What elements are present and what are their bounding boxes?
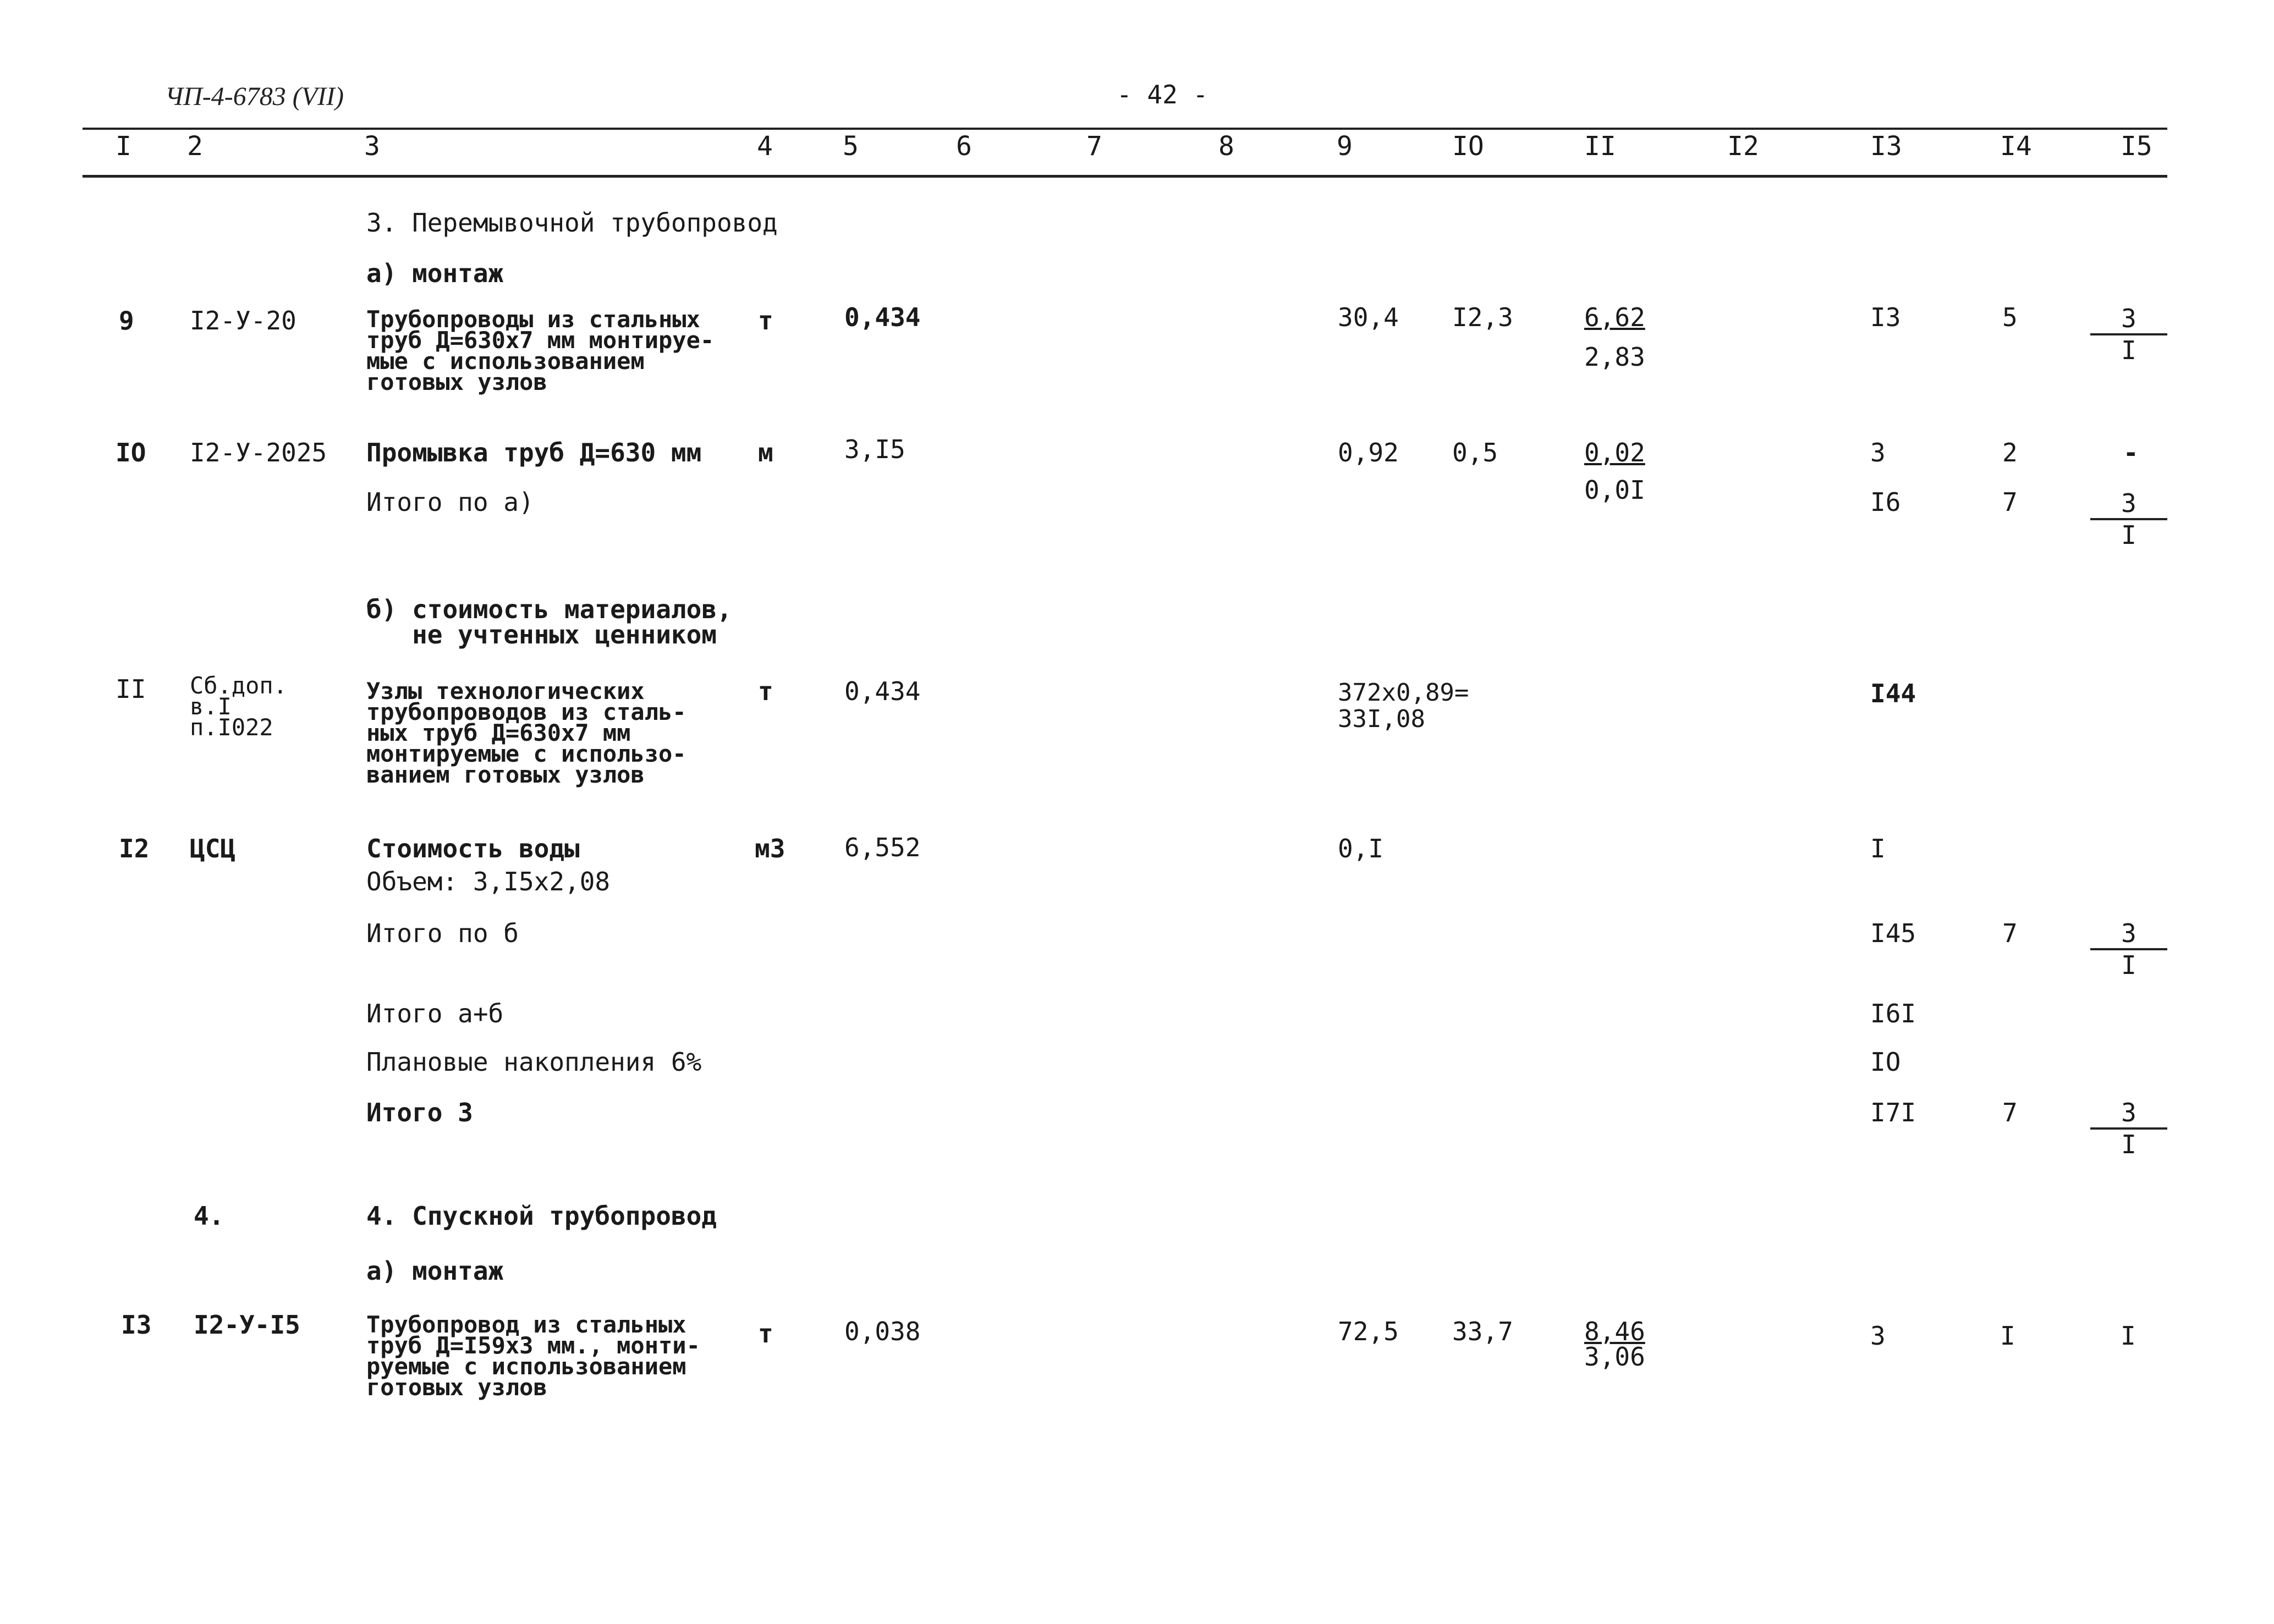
col-header-3: 3 <box>364 131 380 162</box>
col-header-10: IO <box>1452 131 1484 162</box>
section-3-subsection-a: а) монтаж <box>366 258 504 288</box>
section-4-subsection-a: а) монтаж <box>366 1256 504 1286</box>
fraction-numerator: 3 <box>2121 1098 2136 1127</box>
col-header-2: 2 <box>187 131 203 162</box>
unit: м <box>758 438 773 467</box>
rate-code: ЦСЦ <box>190 834 236 863</box>
col13-value: 3 <box>1870 1321 1886 1351</box>
col13-value: I7I <box>1870 1098 1916 1127</box>
col-header-14: I4 <box>2000 131 2032 162</box>
col15-value: - <box>2123 438 2139 467</box>
section-4-title: 4. Спускной трубопровод <box>366 1201 717 1231</box>
col14-value: 2 <box>2002 438 2018 467</box>
col15-fraction <box>2090 304 2167 365</box>
quantity: 6,552 <box>844 833 921 862</box>
col13-value: IO <box>1870 1047 1901 1077</box>
fraction-denominator: I <box>2090 1127 2167 1159</box>
col11-numerator: 6,62 <box>1584 302 1645 332</box>
col-header-8: 8 <box>1218 131 1234 162</box>
col14-value: I <box>2000 1321 2015 1351</box>
header-bottom-rule <box>83 175 2167 178</box>
rate-code: I2-У-I5 <box>194 1310 300 1340</box>
col13-value: 3 <box>1870 438 1886 467</box>
col9-value: 30,4 <box>1338 302 1399 332</box>
work-description: Трубопроводы из стальных труб Д=630х7 мм монтируе- мые с использованием готовых узлов <box>366 306 715 395</box>
rate-code: I2-У-20 <box>190 306 296 335</box>
col13-value: I45 <box>1870 918 1916 948</box>
col11-denominator: 2,83 <box>1584 342 1645 372</box>
col-header-11: II <box>1584 131 1616 162</box>
total-label: Итого 3 <box>366 1098 473 1127</box>
work-description: Трубопровод из стальных труб Д=I59х3 мм., монти- руемые с использованием готовых узлов <box>366 1311 700 1401</box>
quantity: 3,I5 <box>844 434 905 464</box>
col11-denominator: 3,06 <box>1584 1342 1645 1372</box>
work-description-volume: Объем: 3,I5х2,08 <box>366 867 611 896</box>
unit: т <box>758 676 773 706</box>
fraction-numerator: 3 <box>2121 918 2136 948</box>
work-description: Стоимость воды <box>366 834 580 863</box>
row-number: 9 <box>119 306 134 335</box>
col10-value: I2,3 <box>1452 302 1513 332</box>
col13-value: I <box>1870 834 1886 863</box>
col9-value: 72,5 <box>1338 1317 1399 1346</box>
col-header-15: I5 <box>2121 131 2152 162</box>
planned-savings-label: Плановые накопления 6% <box>366 1047 702 1077</box>
section-4-number: 4. <box>194 1201 224 1231</box>
quantity: 0,434 <box>844 676 921 706</box>
row-number: I2 <box>119 834 150 863</box>
col14-value: 7 <box>2002 487 2018 517</box>
col15-value: I <box>2121 1321 2136 1351</box>
col9-value: 372х0,89= 33I,08 <box>1338 679 1469 733</box>
fraction-denominator: I <box>2090 948 2167 980</box>
col11-denominator: 0,0I <box>1584 475 1645 505</box>
fraction-numerator: 3 <box>2121 488 2136 518</box>
col13-value: I6 <box>1870 487 1901 517</box>
col-header-1: I <box>116 131 131 162</box>
total-label: Итого а+б <box>366 999 504 1028</box>
col10-value: 0,5 <box>1452 438 1498 467</box>
fraction-numerator: 3 <box>2121 304 2136 333</box>
col15-fraction <box>2090 488 2167 550</box>
col-header-4: 4 <box>757 131 773 162</box>
fraction-denominator: I <box>2090 333 2167 365</box>
document-code: ЧП-4-6783 (VII) <box>165 82 344 111</box>
col-header-7: 7 <box>1086 131 1102 162</box>
rate-code: Сб.доп. в.I п.I022 <box>190 672 288 741</box>
quantity: 0,038 <box>844 1317 921 1346</box>
col14-value: 7 <box>2002 1098 2018 1127</box>
work-description: Узлы технологических трубопроводов из сталь- ных труб Д=630х7 мм монтируемые с использо- ванием готовых узлов <box>366 678 686 788</box>
fraction-denominator: I <box>2090 518 2167 550</box>
col14-value: 5 <box>2002 302 2018 332</box>
col9-value: 0,I <box>1338 834 1384 863</box>
col-header-6: 6 <box>956 131 972 162</box>
col-header-5: 5 <box>843 131 859 162</box>
total-label: Итого по б <box>366 918 519 948</box>
col14-value: 7 <box>2002 918 2018 948</box>
page-number: - 42 - <box>1117 80 1209 109</box>
quantity: 0,434 <box>844 302 921 332</box>
col-header-9: 9 <box>1337 131 1353 162</box>
col11-numerator: 8,46 <box>1584 1317 1645 1346</box>
col-header-12: I2 <box>1727 131 1759 162</box>
unit: т <box>758 1319 773 1348</box>
col10-value: 33,7 <box>1452 1317 1513 1346</box>
col13-value: I6I <box>1870 999 1916 1028</box>
col15-fraction <box>2090 918 2167 980</box>
col-header-13: I3 <box>1870 131 1902 162</box>
unit: т <box>758 306 773 335</box>
rate-code: I2-У-2025 <box>190 438 327 467</box>
col11-numerator: 0,02 <box>1584 438 1645 467</box>
col9-value: 0,92 <box>1338 438 1399 467</box>
unit: м3 <box>755 834 786 863</box>
header-top-rule <box>83 128 2167 130</box>
section-3-subsection-b: б) стоимость материалов, не учтенных ценником <box>366 594 732 649</box>
total-label: Итого по а) <box>366 487 534 517</box>
col13-value: I44 <box>1870 679 1916 708</box>
work-description: Промывка труб Д=630 мм <box>366 438 702 467</box>
row-number: IO <box>116 438 146 467</box>
row-number: II <box>116 674 146 704</box>
section-3-title: 3. Перемывочной трубопровод <box>366 208 778 238</box>
col13-value: I3 <box>1870 302 1901 332</box>
col15-fraction <box>2090 1098 2167 1159</box>
row-number: I3 <box>121 1310 152 1340</box>
